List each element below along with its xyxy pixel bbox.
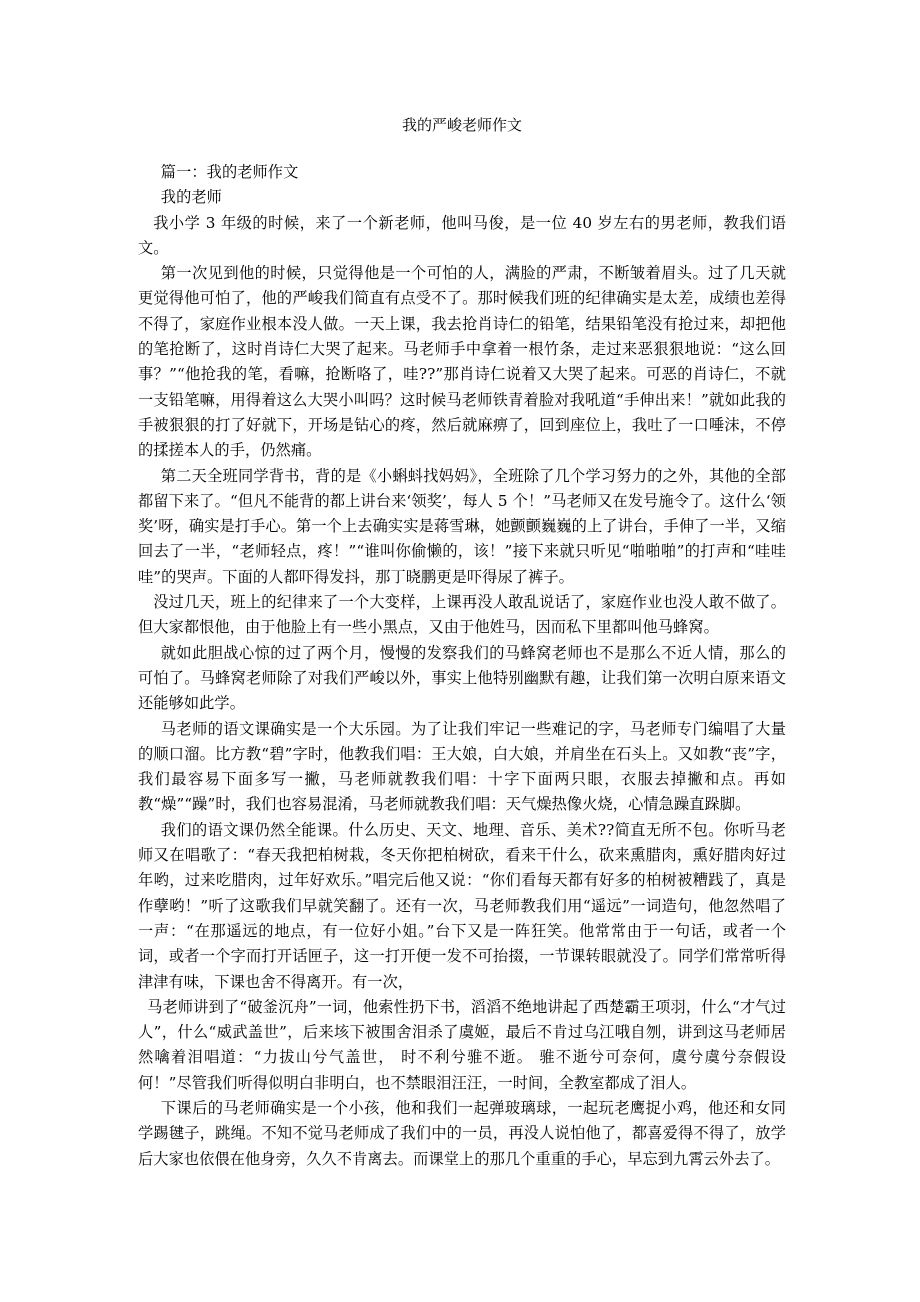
paragraph-4: 没过几天，班上的纪律来了一个大变样，上课再没人敢乱说话了，家庭作业也没人敢不做了。但大家都恨他，由于他脸上有一些小黑点，又由于他姓马，因而私下里都叫他马蜂窝。 [138,593,786,637]
paragraph-2: 第一次见到他的时候，只觉得他是一个可怕的人，满脸的严肃，不断皱着眉头。过了几天就更觉得他可怕了，他的严峻我们简直有点受不了。那时候我们班的纪律确实是太差，成绩也差得不得了，家庭作业根本没人做。一天上课，我去抢肖诗仁的铅笔，结果铅笔没有抢过来，却把他的笔抢断了，这时肖诗仁大哭了起来。马老师手中拿着一根竹条，走过来恶狠狠地说：“这么回事？”“他抢我的笔，看嘛，抢断咯了，哇??”那肖诗仁说着又大哭了起来。可恶的肖诗仁，不就一支铅笔嘛，用得着这么大哭小叫吗？这时候马老师铁青着脸对我吼道“手伸出来！”就如此我的手被狠狠的打了好就下，开场是钻心的疼，然后就麻痹了，回到座位上，我吐了一口唾沫，不停的揉搓本人的手，仍然痛。 [138,264,786,460]
paragraph-9: 下课后的马老师确实是一个小孩，他和我们一起弹玻璃球，一起玩老鹰捉小鸡，他还和女同学踢毽子，跳绳。不知不觉马老师成了我们中的一员，再没人说怕他了，都喜爱得不得了，放学后大家也依偎在他身旁，久久不肯离去。而课堂上的那几个重重的手心，早忘到九霄云外去了。 [138,1098,786,1168]
paragraph-3: 第二天全班同学背书，背的是《小蝌蚪找妈妈》，全班除了几个学习努力的之外，其他的全部都留下来了。“但凡不能背的都上讲台来‘领奖’，每人 5 个！”马老师又在发号施令了。这什么‘领奖’呀，确实是打手心。第一个上去确实实是蒋雪琳，她颤颤巍巍的上了讲台，手伸了一半，又缩回去了一半，“老师轻点，疼！”“谁叫你偷懒的，该！”接下来就只听见“啪啪啪”的打声和“哇哇哇”的哭声。下面的人都吓得发抖，那丁晓鹏更是吓得尿了裤子。 [138,466,786,586]
paragraph-1: 我小学 3 年级的时候，来了一个新老师，他叫马俊，是一位 40 岁左右的男老师，教我们语文。 [138,213,786,257]
paragraph-7: 我们的语文课仍然全能课。什么历史、天文、地理、音乐、美术??简直无所不包。你听马老师又在唱歌了：“春天我把柏树栽，冬天你把柏树砍，看来干什么，砍来熏腊肉，熏好腊肉好过年哟，过来吃腊肉，过年好欢乐。”唱完后他又说：“你们看每天都有好多的柏树被糟践了，真是作孽哟！”听了这歌我们早就笑翻了。还有一次，马老师教我们用“遥远”一词造句，他忽然唱了一声：“在那遥远的地点，有一位好小姐。”台下又是一阵狂笑。他常常由于一句话，或者一个词，或者一个字而打开话匣子，这一打开便一发不可抬掇，一节课转眼就没了。同学们常常听得津津有味，下课也舍不得离开。有一次， [138,820,786,991]
document-title: 我的严峻老师作文 [401,116,522,134]
paragraph-8: 马老师讲到了“破釜沉舟”一词，他索性扔下书，滔滔不绝地讲起了西楚霸王项羽，什么“才气过人”，什么“威武盖世”，后来垓下被围舍泪杀了虞姬，最后不肯过乌江哦自刎，讲到这马老师居然噙着泪唱道：“力拔山兮气盖世， 时不利兮骓不逝。 骓不逝兮可奈何，虞兮虞兮奈假设何！”尽管我们听得似明白非明白，也不禁眼泪汪汪，一时间，全教室都成了泪人。 [138,997,786,1092]
document-body [138,160,786,1172]
section-heading: 篇一：我的老师作文 [160,163,299,181]
paragraph-6: 马老师的语文课确实是一个大乐园。为了让我们牢记一些难记的字，马老师专门编唱了大量的顺口溜。比方教“碧”字时，他教我们唱：王大娘，白大娘，并肩坐在石头上。又如教“丧”字，我们最容易下面多写一撇，马老师就教我们唱：十字下面两只眼，衣服去掉撇和点。再如教“燥”“躁”时，我们也容易混淆，马老师就教我们唱：天气燥热像火烧，心情急躁直跺脚。 [138,719,786,814]
section-subtitle: 我的老师 [160,188,222,207]
paragraph-5: 就如此胆战心惊的过了两个月，慢慢的发察我们的马蜂窝老师也不是那么不近人情，那么的可怕了。马蜂窝老师除了对我们严峻以外，事实上他特别幽默有趣，让我们第一次明白原来语文还能够如此学。 [138,643,786,713]
